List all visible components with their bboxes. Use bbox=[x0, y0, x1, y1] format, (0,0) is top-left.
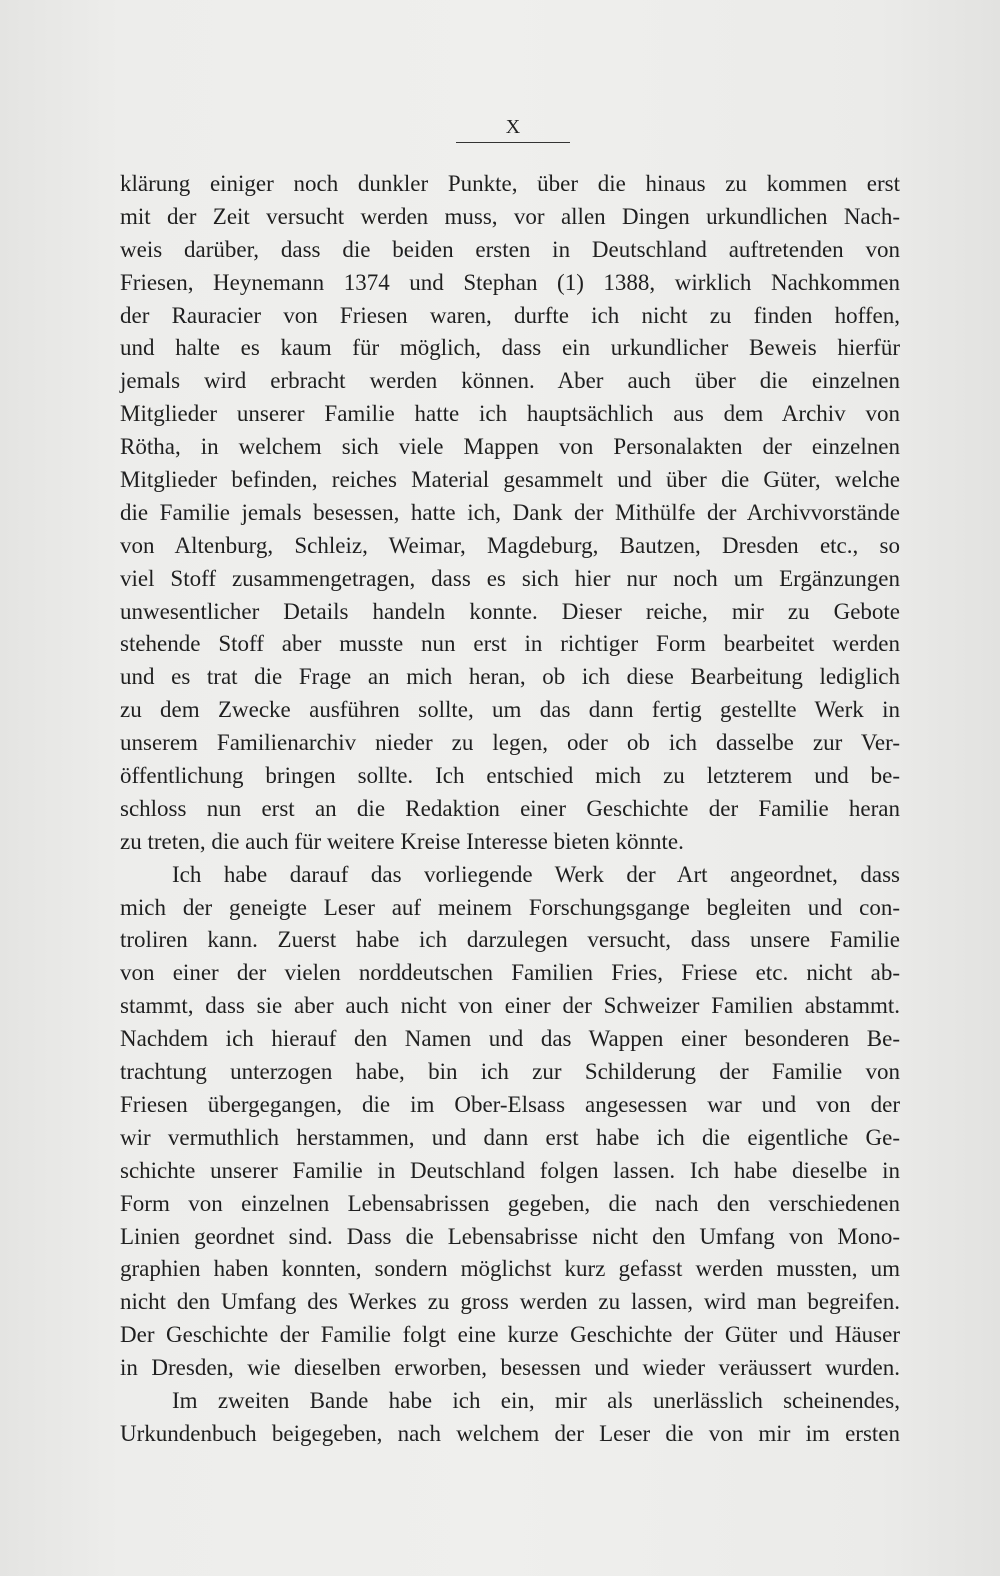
text-line: troliren kann. Zuerst habe ich darzulegen versucht, dass unsere Familie bbox=[120, 927, 900, 953]
text-line: jemals wird erbracht werden können. Aber auch über die einzelnen bbox=[120, 368, 900, 394]
text-line: Im zweiten Bande habe ich ein, mir als unerlässlich scheinendes, bbox=[172, 1387, 900, 1413]
text-line: die Familie jemals besessen, hatte ich, Dank der Mithülfe der Archivvorstände bbox=[120, 499, 900, 525]
text-line: stehende Stoff aber musste nun erst in richtiger Form bearbeitet werden bbox=[120, 631, 900, 657]
text-line: von einer der vielen norddeutschen Familien Fries, Friese etc. nicht ab- bbox=[120, 960, 900, 986]
text-line: weis darüber, dass die beiden ersten in Deutschland auftretenden von bbox=[120, 236, 900, 262]
text-line: Urkundenbuch beigegeben, nach welchem der Leser die von mir im ersten bbox=[120, 1420, 900, 1446]
text-line: und es trat die Frage an mich heran, ob ich diese Bearbeitung lediglich bbox=[120, 664, 900, 690]
text-line: Nachdem ich hierauf den Namen und das Wappen einer besonderen Be- bbox=[120, 1026, 900, 1052]
text-line: und halte es kaum für möglich, dass ein urkundlicher Beweis hierfür bbox=[120, 335, 900, 361]
text-line: zu dem Zwecke ausführen sollte, um das dann fertig gestellte Werk in bbox=[120, 697, 900, 723]
text-line: Mitglieder befinden, reiches Material gesammelt und über die Güter, welche bbox=[120, 467, 900, 493]
page-number: X bbox=[456, 116, 570, 143]
text-line: von Altenburg, Schleiz, Weimar, Magdeburg, Bautzen, Dresden etc., so bbox=[120, 532, 900, 558]
text-line: schloss nun erst an die Redaktion einer Geschichte der Familie heran bbox=[120, 795, 900, 821]
text-line: mich der geneigte Leser auf meinem Forschungsgange begleiten und con- bbox=[120, 894, 900, 920]
text-line: unserem Familienarchiv nieder zu legen, oder ob ich dasselbe zur Ver- bbox=[120, 730, 900, 756]
text-line: wir vermuthlich herstammen, und dann erst habe ich die eigentliche Ge- bbox=[120, 1124, 900, 1150]
text-line: Ich habe darauf das vorliegende Werk der Art angeordnet, dass bbox=[172, 861, 900, 887]
text-line: unwesentlicher Details handeln konnte. Dieser reiche, mir zu Gebote bbox=[120, 598, 900, 624]
text-line: Linien geordnet sind. Dass die Lebensabrisse nicht den Umfang von Mono- bbox=[120, 1223, 900, 1249]
text-line: stammt, dass sie aber auch nicht von einer der Schweizer Familien abstammt. bbox=[120, 993, 900, 1019]
text-line: öffentlichung bringen sollte. Ich entschied mich zu letzterem und be- bbox=[120, 763, 900, 789]
text-line: graphien haben konnten, sondern möglichst kurz gefasst werden mussten, um bbox=[120, 1256, 900, 1282]
body-text bbox=[120, 168, 900, 1451]
text-line: der Rauracier von Friesen waren, durfte ich nicht zu finden hoffen, bbox=[120, 302, 900, 328]
text-line: Friesen übergegangen, die im Ober-Elsass angesessen war und von der bbox=[120, 1091, 900, 1117]
text-line: schichte unserer Familie in Deutschland folgen lassen. Ich habe dieselbe in bbox=[120, 1157, 900, 1183]
text-line: viel Stoff zusammengetragen, dass es sich hier nur noch um Ergänzungen bbox=[120, 565, 900, 591]
text-line: Form von einzelnen Lebensabrissen gegeben, die nach den verschiedenen bbox=[120, 1190, 900, 1216]
text-line: nicht den Umfang des Werkes zu gross werden zu lassen, wird man begreifen. bbox=[120, 1289, 900, 1315]
text-line: Mitglieder unserer Familie hatte ich hauptsächlich aus dem Archiv von bbox=[120, 401, 900, 427]
text-line: zu treten, die auch für weitere Kreise Interesse bieten könnte. bbox=[120, 828, 684, 854]
text-line: mit der Zeit versucht werden muss, vor allen Dingen urkundlichen Nach- bbox=[120, 203, 900, 229]
text-line: Der Geschichte der Familie folgt eine kurze Geschichte der Güter und Häuser bbox=[120, 1322, 900, 1348]
text-line: Friesen, Heynemann 1374 und Stephan (1) 1388, wirklich Nachkommen bbox=[120, 269, 900, 295]
text-line: in Dresden, wie dieselben erworben, besessen und wieder veräussert wurden. bbox=[120, 1355, 900, 1381]
text-line: Rötha, in welchem sich viele Mappen von Personalakten der einzelnen bbox=[120, 434, 900, 460]
text-line: trachtung unterzogen habe, bin ich zur Schilderung der Familie von bbox=[120, 1059, 900, 1085]
text-line: klärung einiger noch dunkler Punkte, über die hinaus zu kommen erst bbox=[120, 171, 900, 196]
